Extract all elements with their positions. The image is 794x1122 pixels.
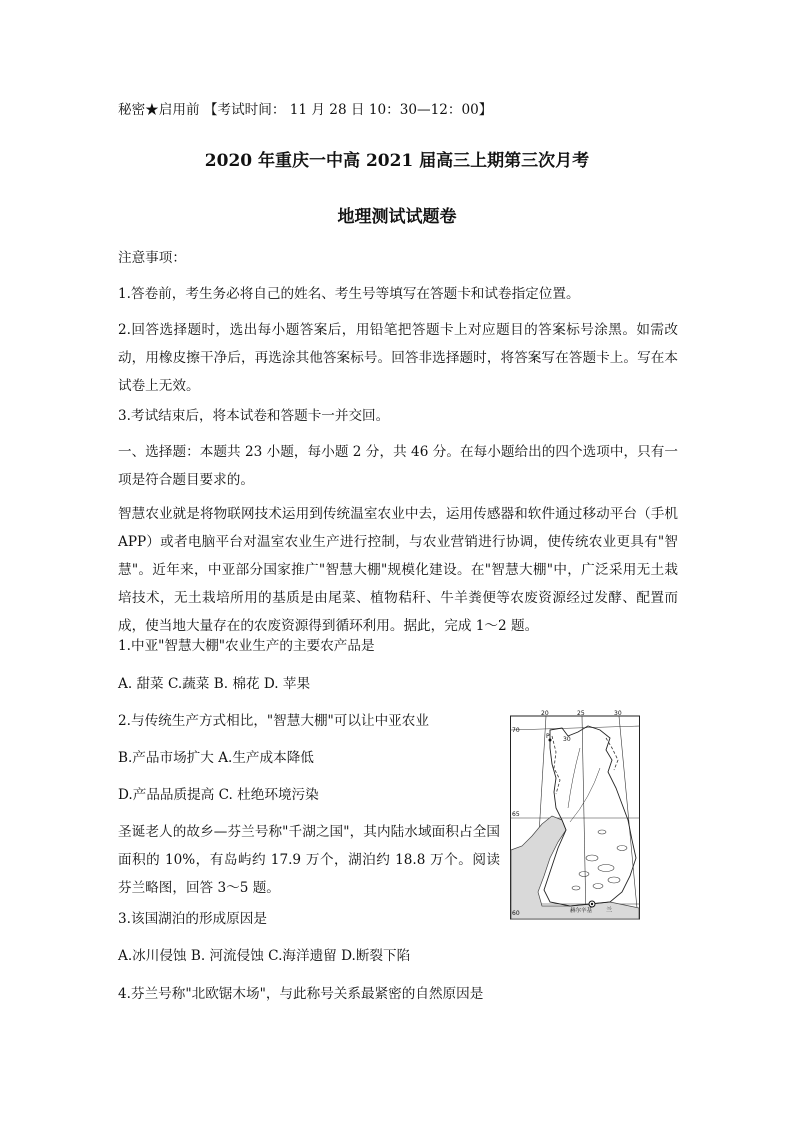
passage-finland: 圣诞老人的故乡—芬兰号称"千湖之国"，其内陆水域面积占全国面积的 10%，有岛屿约 17.9 万个，湖泊约 18.8 万个。阅读芬兰略图，回答 3～5 题。 bbox=[118, 824, 500, 896]
page-subtitle: 地理测试试题卷 bbox=[337, 207, 457, 227]
note-item: 3.考试结束后，将本试卷和答题卡一并交回。 bbox=[118, 408, 390, 424]
map-label: 30 bbox=[563, 736, 571, 743]
section-heading: 一、选择题：本题共 23 小题，每小题 2 分，共 46 分。在每小题给出的四个选项中，只有一项是符合题目要求的。 bbox=[118, 444, 678, 488]
lon-label: 30 bbox=[614, 710, 622, 717]
lon-label: 20 bbox=[541, 710, 549, 717]
page-title: 2020 年重庆一中高 2021 届高三上期第三次月考 bbox=[204, 151, 590, 171]
lon-label: 25 bbox=[577, 710, 585, 717]
question-stem: 1.中亚"智慧大棚"农业生产的主要农产品是 bbox=[118, 638, 375, 654]
map-label: P bbox=[546, 733, 550, 740]
question-stem: 4.芬兰号称"北欧锯木场"，与此称号关系最紧密的自然原因是 bbox=[118, 986, 484, 1002]
lat-label: 65 bbox=[512, 811, 520, 818]
finland-sketch-map bbox=[510, 708, 640, 920]
question-options: D.产品品质提高 C. 杜绝环境污染 bbox=[118, 787, 319, 803]
notes-heading: 注意事项： bbox=[118, 250, 186, 266]
passage-smart-agriculture: 智慧农业就是将物联网技术运用到传统温室农业中去，运用传感器和软件通过移动平台（手机 APP）或者电脑平台对温室农业生产进行控制，与农业营销进行协调，使传统农业更具有"智慧"。近年来，中亚部分国家推广"智慧大棚"规模化建设。在"智慧大棚"中，广泛采用无土栽培技术，无土栽培所用的基质是由尾菜、植物秸秆、牛羊粪便等农废资源经过发酵、配置而成，使当地大量存在的农废资源得到循环利用。据此，完成 1～2 题。 bbox=[118, 506, 678, 634]
question-options: B.产品市场扩大 A.生产成本降低 bbox=[118, 750, 314, 766]
lat-label: 60 bbox=[512, 910, 520, 917]
lat-label: 70 bbox=[512, 727, 520, 734]
question-options: A. 甜菜 C.蔬菜 B. 棉花 D. 苹果 bbox=[118, 676, 311, 692]
question-stem: 3.该国湖泊的形成原因是 bbox=[118, 911, 267, 927]
question-options: A.冰川侵蚀 B. 河流侵蚀 C.海洋遗留 D.断裂下陷 bbox=[118, 948, 411, 964]
question-stem: 2.与传统生产方式相比，"智慧大棚"可以让中亚农业 bbox=[118, 713, 429, 729]
secret-exam-time-line: 秘密★启用前 【考试时间： 11 月 28 日 10：30—12：00】 bbox=[118, 102, 493, 118]
note-item: 1.答卷前，考生务必将自己的姓名、考生号等填写在答题卡和试卷指定位置。 bbox=[118, 286, 580, 302]
map-label: 兰 bbox=[606, 907, 613, 914]
note-item: 2.回答选择题时，选出每小题答案后，用铅笔把答题卡上对应题目的答案标号涂黑。如需改动，用橡皮擦干净后，再选涂其他答案标号。回答非选择题时，将答案写在答题卡上。写在本试卷上无效。 bbox=[118, 322, 678, 394]
map-label: 赫尔辛基 bbox=[570, 908, 593, 914]
